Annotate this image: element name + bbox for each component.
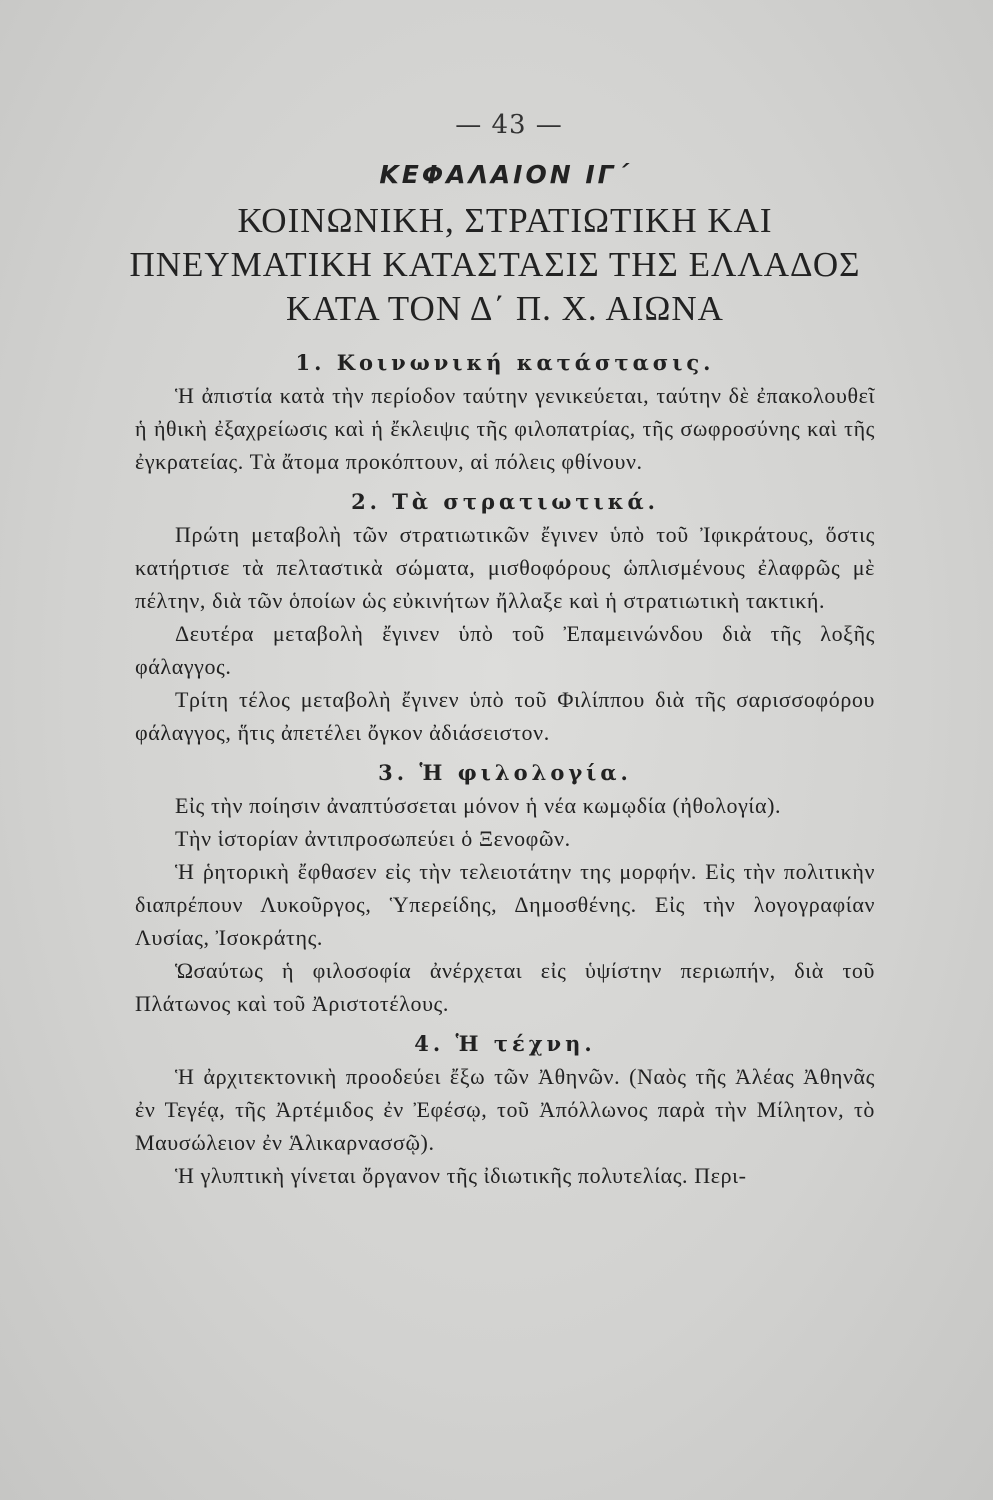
- chapter-label: ΚΕΦΑΛΑΙΟΝ ΙΓ΄: [379, 160, 631, 189]
- page-number: — 43 —: [455, 110, 563, 140]
- paragraph: Ἡ γλυπτικὴ γίνεται ὄργανον τῆς ἰδιωτικῆς πολυτελίας. Περι-: [175, 1163, 747, 1188]
- paragraph: Ὡσαύτως ἡ φιλοσοφία ἀνέρχεται εἰς ὑψίστην περιωπήν, διὰ τοῦ Πλάτωνος καὶ τοῦ Ἀριστοτέλους.: [135, 958, 875, 1016]
- chapter-title-line: ΚΑΤΑ ΤΟΝ Δ΄ Π. Χ. ΑΙΩΝΑ: [286, 289, 724, 328]
- paragraph: Δευτέρα μεταβολὴ ἔγινεν ὑπὸ τοῦ Ἐπαμεινώνδου διὰ τῆς λοξῆς φάλαγγος.: [135, 621, 875, 679]
- paragraph: Εἰς τὴν ποίησιν ἀναπτύσσεται μόνον ἡ νέα κωμῳδία (ἠθολογία).: [175, 793, 782, 818]
- paragraph: Πρώτη μεταβολὴ τῶν στρατιωτικῶν ἔγινεν ὑπὸ τοῦ Ἰφικράτους, ὅστις κατήρτισε τὰ πελταστικὰ σώματα, μισθοφόρους ὡπλισμένους ἐλαφρῶς μὲ πέλτην, διὰ τῶν ὁποίων ὡς εὐκινήτων ἤλλαξε καὶ ἡ στρατιωτικὴ τακτική.: [135, 522, 875, 613]
- section-heading-art: 4. Ἡ τέχνη.: [414, 1031, 596, 1056]
- chapter-title: [129, 199, 875, 331]
- section-heading-social: 1. Κοινωνική κατάστασις.: [295, 350, 715, 375]
- section-heading-literature: 3. Ἡ φιλολογία.: [378, 760, 632, 785]
- paragraph: Ἡ ἀπιστία κατὰ τὴν περίοδον ταύτην γενικεύεται, ταύτην δὲ ἐπακολουθεῖ ἡ ἠθικὴ ἐξαχρείωσις καὶ ἡ ἔκλειψις τῆς φιλοπατρίας, τῆς σωφροσύνης καὶ τῆς ἐγκρατείας. Τὰ ἄτομα προκόπτουν, αἱ πόλεις φθίνουν.: [135, 383, 875, 474]
- chapter-title-line: ΠΝΕΥΜΑΤΙΚΗ ΚΑΤΑΣΤΑΣΙΣ ΤΗΣ ΕΛΛΑΔΟΣ: [129, 245, 861, 284]
- section-heading-military: 2. Τὰ στρατιωτικά.: [351, 489, 659, 514]
- paragraph: Ἡ ῥητορικὴ ἔφθασεν εἰς τὴν τελειοτάτην της μορφήν. Εἰς τὴν πολιτικὴν διαπρέπουν Λυκοῦργος, Ὑπερείδης, Δημοσθένης. Εἰς τὴν λογογραφίαν Λυσίας, Ἰσοκράτης.: [135, 859, 875, 950]
- chapter-title-line: ΚΟΙΝΩΝΙΚΗ, ΣΤΡΑΤΙΩΤΙΚΗ ΚΑΙ: [237, 201, 773, 240]
- paragraph: Τὴν ἱστορίαν ἀντιπροσωπεύει ὁ Ξενοφῶν.: [175, 826, 571, 851]
- paragraph: Τρίτη τέλος μεταβολὴ ἔγινεν ὑπὸ τοῦ Φιλίππου διὰ τῆς σαρισσοφόρου φάλαγγος, ἥτις ἀπετέλει ὄγκον ἀδιάσειστον.: [135, 687, 875, 745]
- paragraph: Ἡ ἀρχιτεκτονικὴ προοδεύει ἔξω τῶν Ἀθηνῶν. (Ναὸς τῆς Ἀλέας Ἀθηνᾶς ἐν Τεγέᾳ, τῆς Ἀρτέμιδος ἐν Ἐφέσῳ, τοῦ Ἀπόλλωνος παρὰ τὴν Μίλητον, τὸ Μαυσώλειον ἐν Ἁλικαρνασσῷ).: [135, 1064, 875, 1155]
- page-text-block: [129, 110, 875, 1192]
